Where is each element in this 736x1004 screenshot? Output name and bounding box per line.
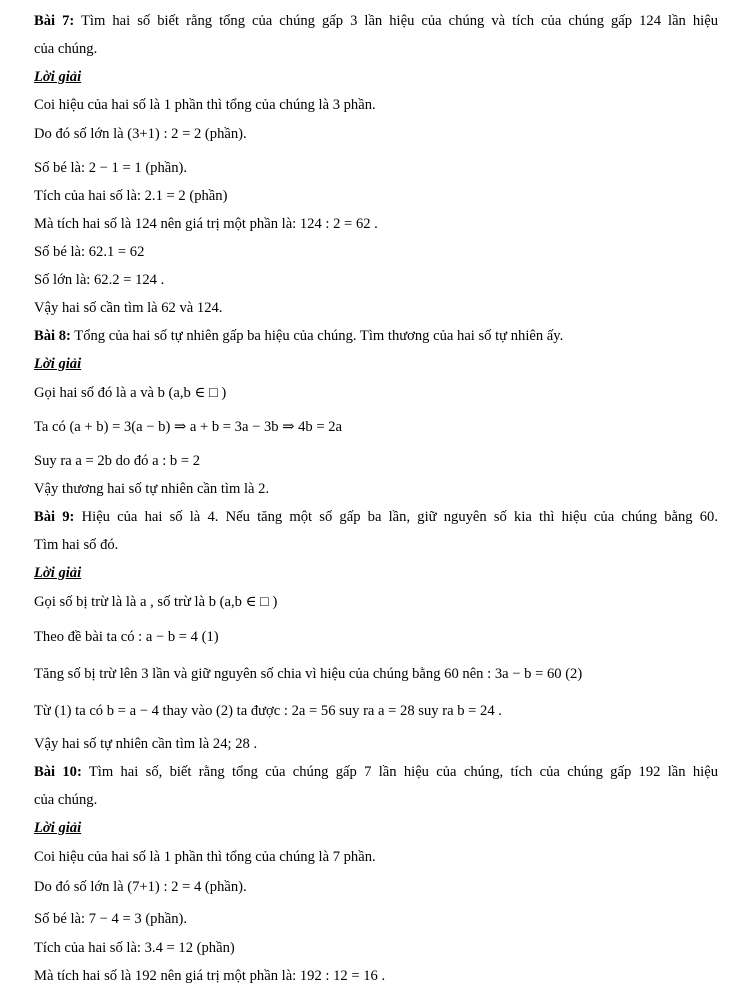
- text-line: Tăng số bị trừ lên 3 lần và giữ nguyên số chia vì hiệu của chúng bằng 60 nên : 3a − b = 60 (2): [34, 666, 583, 682]
- problem-number: Bài 9:: [34, 509, 75, 525]
- problem-heading: [34, 11, 718, 31]
- problem-heading: [34, 762, 718, 782]
- text-line: Gọi hai số đó là a và b (a,b ∈ □ ): [34, 385, 227, 401]
- problem-statement: Tìm hai số biết rằng tổng của chúng gấp 3 lần hiệu của chúng và tích của chúng gấp 124 lần hiệu: [74, 13, 718, 29]
- solution-heading: Lời giải: [34, 820, 82, 836]
- text-line: Số lớn là: 62.2 = 124 .: [34, 272, 165, 288]
- text-line: của chúng.: [34, 41, 98, 57]
- text-line: Ta có (a + b) = 3(a − b) ⇒ a + b = 3a − 3b ⇒ 4b = 2a: [34, 419, 342, 435]
- solution-heading: Lời giải: [34, 69, 82, 85]
- text-line: Mà tích hai số là 124 nên giá trị một phần là: 124 : 2 = 62 .: [34, 216, 378, 232]
- text-line: Coi hiệu của hai số là 1 phần thì tổng của chúng là 3 phần.: [34, 97, 376, 113]
- text-line: Số bé là: 62.1 = 62: [34, 244, 145, 260]
- text-line: Gọi số bị trừ là là a , số trừ là b (a,b ∈ □ ): [34, 594, 278, 610]
- problem-number: Bài 8:: [34, 328, 71, 344]
- text-line: của chúng.: [34, 792, 98, 808]
- problem-statement: Tìm hai số, biết rằng tổng của chúng gấp 7 lần hiệu của chúng, tích của chúng gấp 192 lần hiệu: [81, 764, 718, 780]
- solution-heading: Lời giải: [34, 356, 82, 372]
- problem-heading: [34, 507, 718, 527]
- text-line: Từ (1) ta có b = a − 4 thay vào (2) ta được : 2a = 56 suy ra a = 28 suy ra b = 24 .: [34, 703, 502, 719]
- text-line: Suy ra a = 2b do đó a : b = 2: [34, 453, 201, 469]
- problem-number: Bài 7:: [34, 13, 75, 29]
- text-line: Do đó số lớn là (3+1) : 2 = 2 (phần).: [34, 126, 247, 142]
- problem-heading: [34, 326, 718, 346]
- problem-number: Bài 10:: [34, 764, 82, 780]
- text-line: Vậy hai số tự nhiên cần tìm là 24; 28 .: [34, 736, 258, 752]
- problem-statement: Tổng của hai số tự nhiên gấp ba hiệu của chúng. Tìm thương của hai số tự nhiên ấy.: [70, 328, 564, 344]
- text-line: Số bé là: 2 − 1 = 1 (phần).: [34, 160, 188, 176]
- text-line: Mà tích hai số là 192 nên giá trị một phần là: 192 : 12 = 16 .: [34, 968, 386, 984]
- text-line: Tích của hai số là: 3.4 = 12 (phần): [34, 940, 235, 956]
- text-line: Vậy hai số cần tìm là 62 và 124.: [34, 300, 223, 316]
- text-line: Số bé là: 7 − 4 = 3 (phần).: [34, 911, 188, 927]
- solution-heading: Lời giải: [34, 565, 82, 581]
- problem-statement: Hiệu của hai số là 4. Nếu tăng một số gấp ba lần, giữ nguyên số kia thì hiệu của chúng bằng 60.: [74, 509, 718, 525]
- text-line: Do đó số lớn là (7+1) : 2 = 4 (phần).: [34, 879, 247, 895]
- text-line: Tìm hai số đó.: [34, 537, 119, 553]
- text-line: Vậy thương hai số tự nhiên cần tìm là 2.: [34, 481, 270, 497]
- text-line: Theo đề bài ta có : a − b = 4 (1): [34, 629, 219, 645]
- text-line: Tích của hai số là: 2.1 = 2 (phần): [34, 188, 228, 204]
- text-line: Coi hiệu của hai số là 1 phần thì tổng của chúng là 7 phần.: [34, 849, 376, 865]
